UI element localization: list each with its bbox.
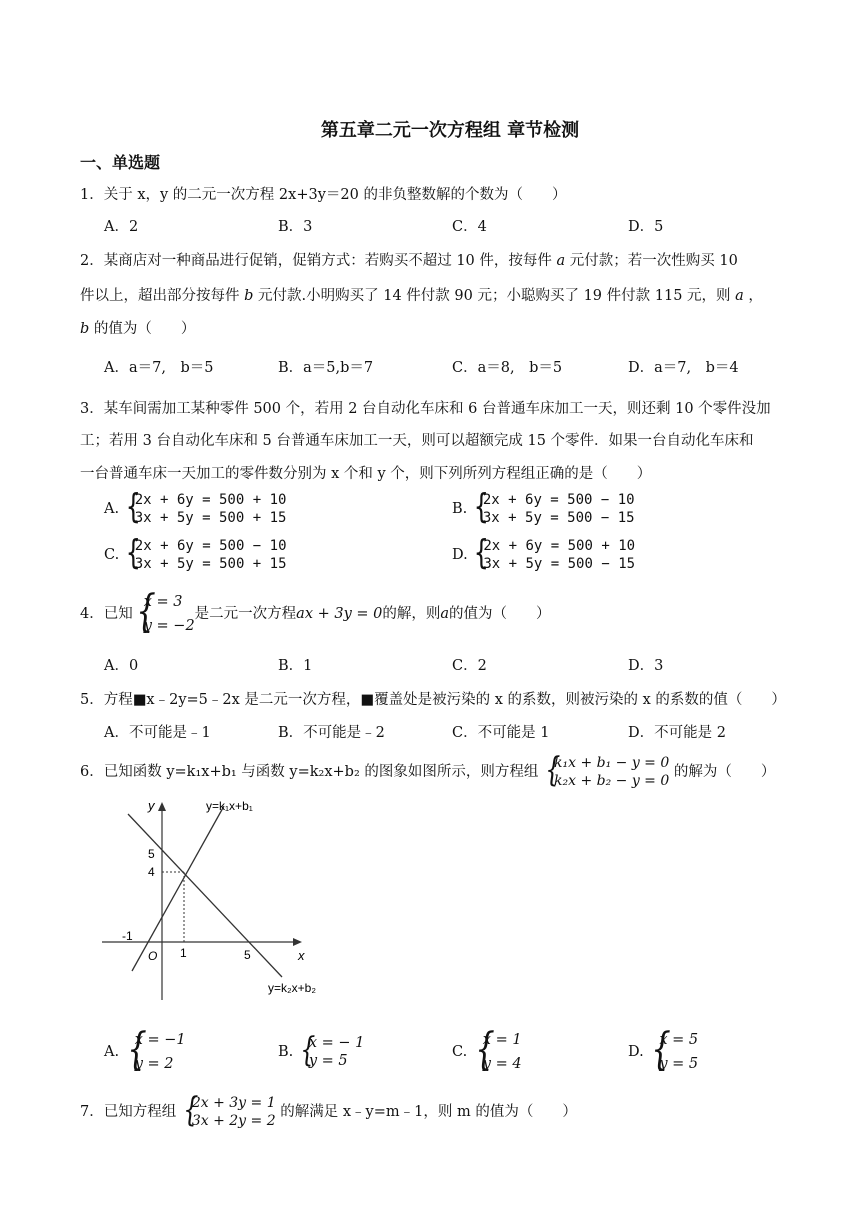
q4-option-b: B．1 bbox=[278, 658, 313, 674]
q2-option-a: A．a＝7, b＝5 bbox=[104, 360, 214, 376]
q4-option-a: A．0 bbox=[104, 658, 139, 674]
q2-line2: 件以上，超出部分按每件 b 元付款.小明购买了 14 件付款 90 元；小聪购买了 19 件付款 115 元，则 a ， bbox=[80, 288, 763, 304]
q6-option-b: B. { x = − 1 y = 5 bbox=[278, 1034, 364, 1070]
section-heading: 一、单选题 bbox=[80, 153, 161, 172]
page-title: 第五章二元一次方程组 章节检测 bbox=[320, 120, 580, 141]
q6-option-a: A. { x = −1 y = 2 bbox=[104, 1028, 186, 1076]
function-graph bbox=[96, 796, 316, 1006]
q3-option-c: C. { 2x + 6y = 500 − 10 3x + 5y = 500 + 15 bbox=[104, 537, 287, 573]
q2-option-d: D．a＝7, b＝4 bbox=[628, 360, 739, 376]
q3-line2: 工；若用 3 台自动化车床和 5 台普通车床加工一天，则可以超额完成 15 个零件．如果一台自动化车床和 bbox=[80, 433, 754, 449]
q1-option-c: C．4 bbox=[452, 219, 487, 235]
q4-stem: 4．已知 { x = 3 y = −2 是二元一次方程ax + 3y = 0的解，则a的值为（ ） bbox=[80, 590, 551, 638]
q4-option-c: C．2 bbox=[452, 658, 487, 674]
q1-option-b: B．3 bbox=[278, 219, 313, 235]
line1-label: y=k₁x+b₁ bbox=[206, 799, 253, 813]
q5-option-b: B．不可能是﹣2 bbox=[278, 725, 385, 741]
q5-option-c: C．不可能是 1 bbox=[452, 725, 550, 741]
origin-label: O bbox=[148, 949, 158, 963]
tick-5y: 5 bbox=[148, 847, 155, 861]
line2-label: y=k₂x+b₂ bbox=[268, 981, 316, 995]
tick-neg1: -1 bbox=[122, 929, 133, 943]
q1-option-d: D．5 bbox=[628, 219, 664, 235]
q3-option-d: D. { 2x + 6y = 500 + 10 3x + 5y = 500 − 15 bbox=[452, 537, 635, 573]
q1-option-a: A．2 bbox=[104, 219, 139, 235]
q5-option-a: A．不可能是﹣1 bbox=[104, 725, 211, 741]
q1-stem: 1．关于 x，y 的二元一次方程 2x+3y＝20 的非负整数解的个数为（ ） bbox=[80, 187, 567, 203]
y-axis-label: y bbox=[148, 798, 155, 813]
q2-line1: 2．某商店对一种商品进行促销，促销方式：若购买不超过 10 件，按每件 a 元付款；若一次性购买 10 bbox=[80, 253, 738, 269]
q2-option-c: C．a＝8, b＝5 bbox=[452, 360, 563, 376]
q5-option-d: D．不可能是 2 bbox=[628, 725, 726, 741]
tick-1x: 1 bbox=[180, 946, 187, 960]
q3-line3: 一台普通车床一天加工的零件数分别为 x 个和 y 个，则下列所列方程组正确的是（ ） bbox=[80, 466, 652, 482]
q4-option-d: D．3 bbox=[628, 658, 664, 674]
tick-5x: 5 bbox=[244, 948, 251, 962]
q3-option-b: B. { 2x + 6y = 500 − 10 3x + 5y = 500 − 15 bbox=[452, 491, 635, 527]
q2-line3: b 的值为（ ） bbox=[80, 321, 196, 337]
q6-option-c: C. { x = 1 y = 4 bbox=[452, 1028, 522, 1076]
q6-stem: 6．已知函数 y=k₁x+b₁ 与函数 y=k₂x+b₂ 的图象如图所示，则方程组 { k₁x + b₁ − y = 0 k₂x + b₂ − y = 0 的解为（ ） bbox=[80, 754, 775, 790]
q3-line1: 3．某车间需加工某种零件 500 个，若用 2 台自动化车床和 6 台普通车床加工一天，则还剩 10 个零件没加 bbox=[80, 401, 771, 417]
q3-option-a: A. { 2x + 6y = 500 + 10 3x + 5y = 500 + 15 bbox=[104, 491, 286, 527]
q2-option-b: B．a＝5,b＝7 bbox=[278, 360, 374, 376]
q7-stem: 7．已知方程组 { 2x + 3y = 1 3x + 2y = 2 的解满足 x﹣y=m﹣1，则 m 的值为（ ） bbox=[80, 1094, 577, 1130]
x-axis-label: x bbox=[298, 948, 305, 963]
q5-stem: 5．方程■x﹣2y=5﹣2x 是二元一次方程，■覆盖处是被污染的 x 的系数，则被污染的 x 的系数的值（ ） bbox=[80, 692, 786, 708]
q6-option-d: D. { x = 5 y = 5 bbox=[628, 1028, 698, 1076]
tick-4y: 4 bbox=[148, 865, 155, 879]
